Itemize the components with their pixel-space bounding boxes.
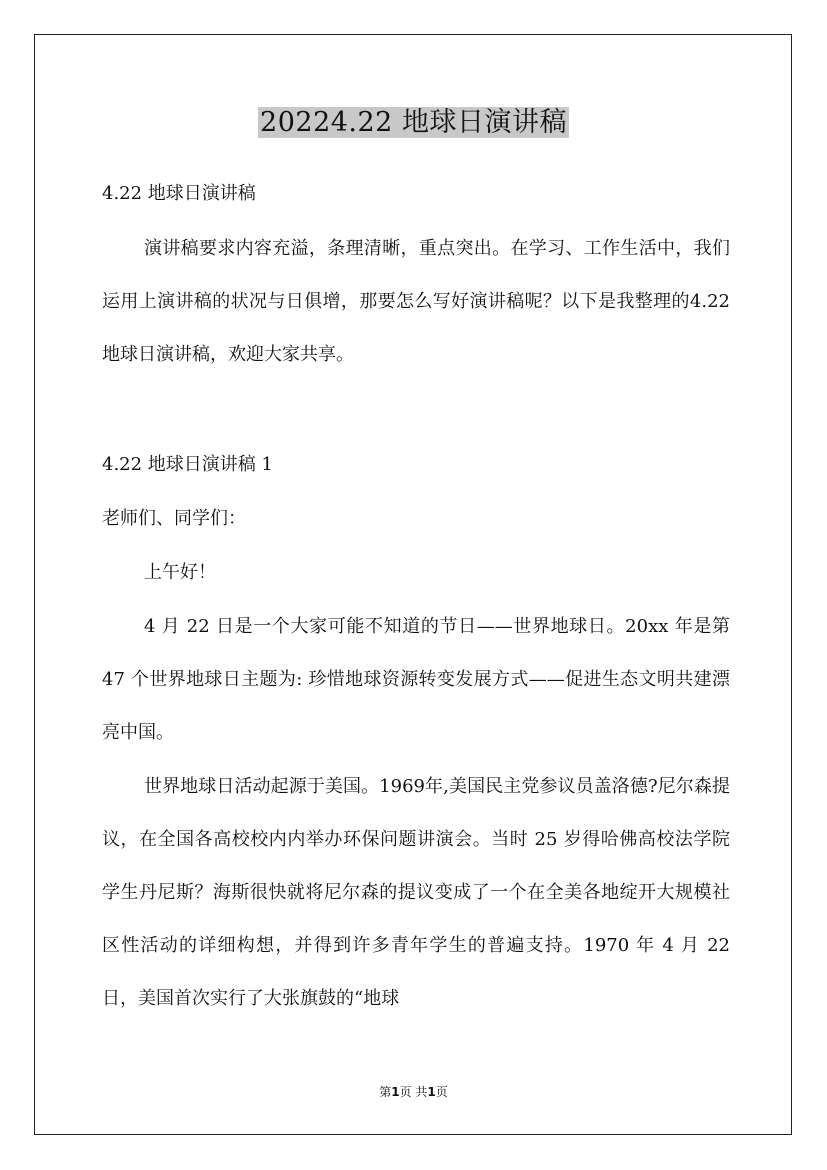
section-heading: 4.22 地球日演讲稿 1: [102, 454, 273, 475]
heading: 4.22 地球日演讲稿: [102, 183, 256, 204]
paragraph-2: 世界地球日活动起源于美国。1969年,美国民主党参议员盖洛德?尼尔森提议，在全国各高校校内内举办环保问题讲演会。当时 25 岁得哈佛高校法学院学生丹尼斯？海斯很快就将尼尔森的提议变成了一个在全美各地绽开大规模社区性活动的详细构想，并得到许多青年学生的普遍支持。1970 年 4 月 22 日，美国首次实行了大张旗鼓的“地球: [102, 776, 730, 1009]
greeting: 上午好！: [144, 562, 216, 583]
page-footer: [0, 1083, 827, 1100]
footer-prefix: 第: [379, 1085, 392, 1099]
footer-page-total: 1: [427, 1085, 436, 1099]
document-title: [0, 100, 827, 139]
salutation: 老师们、同学们：: [102, 508, 246, 529]
footer-mid: 页 共: [399, 1085, 428, 1099]
footer-page-number: 1: [391, 1085, 400, 1099]
paragraph-1: 4 月 22 日是一个大家可能不知道的节日——世界地球日。20xx 年是第 47 个世界地球日主题为: 珍惜地球资源转变发展方式——促进生态文明共建漂亮中国。: [102, 616, 730, 743]
title-text: 20224.22 地球日演讲稿: [260, 107, 567, 138]
footer-suffix: 页: [435, 1085, 448, 1099]
intro-paragraph: 演讲稿要求内容充溢，条理清晰，重点突出。在学习、工作生活中，我们运用上演讲稿的状况与日俱增，那要怎么写好演讲稿呢？以下是我整理的4.22地球日演讲稿，欢迎大家共享。: [102, 238, 730, 365]
